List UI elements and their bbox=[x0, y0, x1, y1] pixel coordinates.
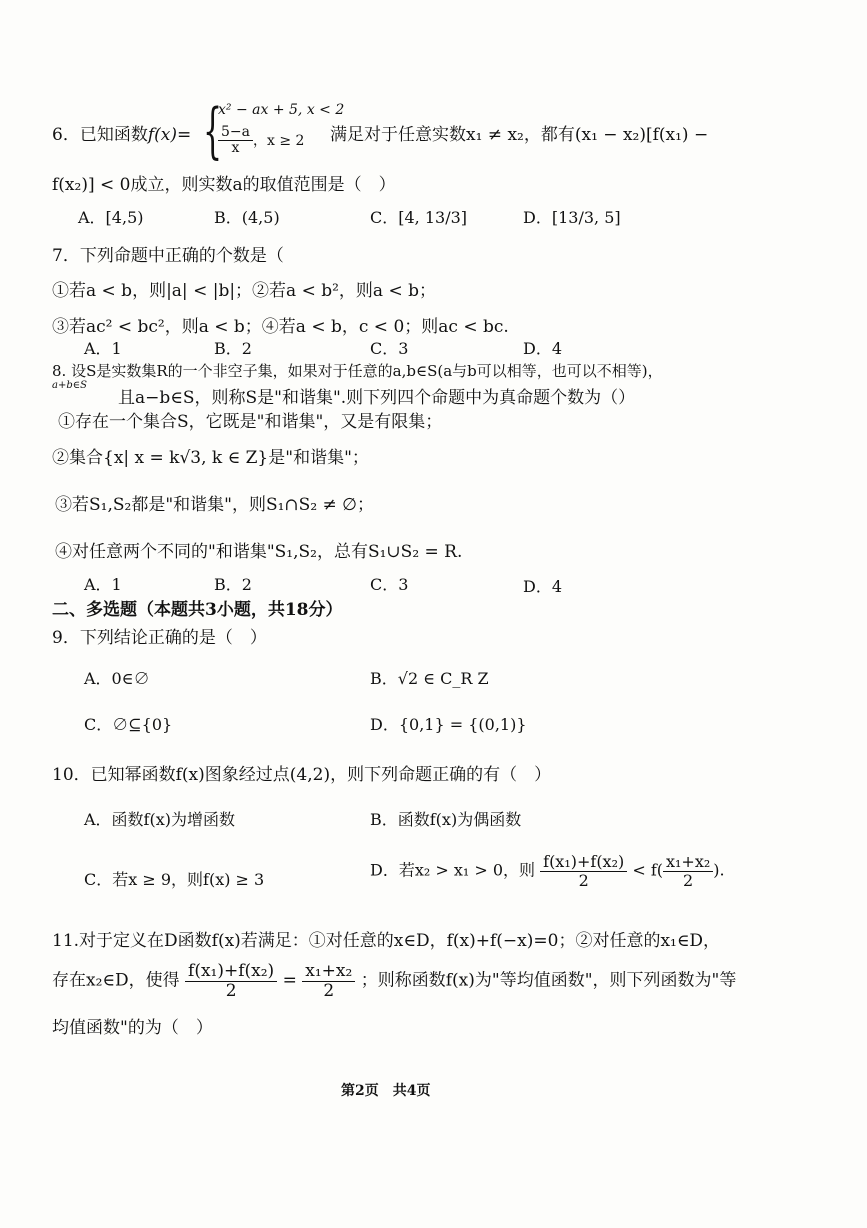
q7-stem: 7．下列命题中正确的个数是（ bbox=[52, 246, 284, 266]
q7-option-c: C．3 bbox=[370, 339, 409, 358]
q10-option-a: A．函数f(x)为增函数 bbox=[84, 810, 235, 829]
q6-option-d bbox=[523, 205, 621, 228]
q6-option-c-value: [4, 13/3] bbox=[398, 208, 468, 227]
q8-prop-2: ②集合{x| x = k√3, k ∈ Z}是"和谐集"； bbox=[52, 448, 369, 468]
q7-option-d: D．4 bbox=[523, 339, 563, 358]
q7-props-1-2: ①若a < b，则|a| < |b|；②若a < b²，则a < b； bbox=[52, 281, 437, 301]
q8-line2: 且a−b∈S，则称S是"和谐集".则下列四个命题中为真命题个数为（） bbox=[118, 388, 636, 408]
q8-option-a: A．1 bbox=[84, 575, 122, 594]
section-2-heading: 二、多选题（本题共3小题，共18分） bbox=[52, 600, 343, 620]
q10-option-d-mid: < f( bbox=[632, 860, 663, 880]
q11-line2-num: f(x₁)+f(x₂) bbox=[185, 962, 277, 982]
page-footer: 第2页 共4页 bbox=[341, 1083, 431, 1099]
q6-piece1: x² − ax + 5, x < 2 bbox=[218, 102, 345, 118]
q6-option-c bbox=[370, 205, 467, 228]
q8-option-c: C．3 bbox=[370, 575, 409, 594]
q10-option-d-den2: 2 bbox=[683, 870, 694, 890]
q11-line2-den2: 2 bbox=[323, 980, 335, 1001]
q11-line2 bbox=[52, 962, 736, 1000]
q8-option-d: D．4 bbox=[523, 577, 563, 596]
q9-option-d: D．{0,1} = {(0,1)} bbox=[370, 715, 527, 734]
q10-option-b: B．函数f(x)为偶函数 bbox=[370, 810, 522, 829]
q8-option-b: B．2 bbox=[214, 575, 252, 594]
q11-line2-pre: 存在x₂∈D，使得 bbox=[52, 970, 180, 991]
q6-brace: { bbox=[203, 96, 223, 166]
q6-lead bbox=[52, 120, 191, 145]
q10-option-d bbox=[370, 853, 725, 889]
q10-stem: 10．已知幂函数f(x)图象经过点(4,2)，则下列命题正确的有（ ） bbox=[52, 765, 552, 785]
q10-option-d-num2: x₁+x₂ bbox=[663, 853, 713, 872]
q8-line2-small: a+b∈S bbox=[52, 380, 87, 391]
q7-option-a: A．1 bbox=[84, 339, 122, 358]
q7-option-b: B．2 bbox=[214, 339, 252, 358]
q6-lead-text: 6．已知函数 bbox=[52, 125, 148, 145]
q8-prop-3: ③若S₁,S₂都是"和谐集"，则S₁∩S₂ ≠ ∅； bbox=[55, 495, 374, 515]
q6-option-a: A．[4,5) bbox=[78, 208, 144, 227]
q8-prop-4: ④对任意两个不同的"和谐集"S₁,S₂，总有S₁∪S₂ = R. bbox=[55, 542, 463, 562]
q9-option-b: B．√2 ∈ C_R Z bbox=[370, 669, 489, 688]
q10-option-d-num: f(x₁)+f(x₂) bbox=[540, 853, 627, 872]
q10-option-d-den: 2 bbox=[578, 870, 589, 890]
q6-piece2-num: 5−a bbox=[218, 125, 253, 141]
q6-piece2-den: x bbox=[231, 140, 240, 157]
q11-line3: 均值函数"的为（ ） bbox=[52, 1018, 213, 1038]
q11-line2-num2: x₁+x₂ bbox=[302, 962, 355, 982]
q6-option-d-label: D． bbox=[523, 208, 552, 227]
q8-prop-1: ①存在一个集合S，它既是"和谐集"，又是有限集； bbox=[58, 412, 443, 432]
q9-option-a: A．0∈∅ bbox=[84, 669, 150, 688]
q9-option-c: C．∅⊆{0} bbox=[84, 715, 173, 734]
q10-option-d-end: ). bbox=[713, 860, 725, 880]
q6-piece2-cond: ，x ≥ 2 bbox=[252, 132, 305, 149]
q6-cond: 满足对于任意实数x₁ ≠ x₂，都有(x₁ − x₂)[f(x₁) − bbox=[330, 125, 709, 145]
q11-line2-post: ；则称函数f(x)为"等均值函数"，则下列函数为"等 bbox=[360, 970, 737, 991]
q11-line1: 11.对于定义在D函数f(x)若满足：①对任意的x∈D，f(x)+f(−x)=0；②对任意的x₁∈D， bbox=[52, 931, 721, 951]
q8-line1: 8. 设S是实数集R的一个非空子集，如果对于任意的a,b∈S(a与b可以相等，也可以不相等)， bbox=[52, 362, 663, 380]
q6-fx: f(x)= bbox=[147, 125, 192, 145]
q11-line2-eq: = bbox=[282, 970, 297, 991]
q11-line2-den: 2 bbox=[225, 980, 237, 1001]
q10-option-d-pre: D．若x₂ > x₁ > 0，则 bbox=[370, 860, 536, 880]
q7-props-3-4: ③若ac² < bc²，则a < b；④若a < b，c < 0；则ac < bc. bbox=[52, 317, 509, 337]
q6-option-b: B．(4,5) bbox=[214, 208, 280, 227]
q6-option-c-label: C． bbox=[370, 208, 399, 227]
q6-option-d-value: [13/3, 5] bbox=[551, 208, 621, 227]
q6-cont: f(x₂)] < 0成立，则实数a的取值范围是（ ） bbox=[52, 175, 396, 195]
q9-stem: 9．下列结论正确的是（ ） bbox=[52, 628, 267, 648]
q10-option-c: C．若x ≥ 9，则f(x) ≥ 3 bbox=[84, 870, 265, 889]
q6-piece2 bbox=[218, 125, 304, 157]
